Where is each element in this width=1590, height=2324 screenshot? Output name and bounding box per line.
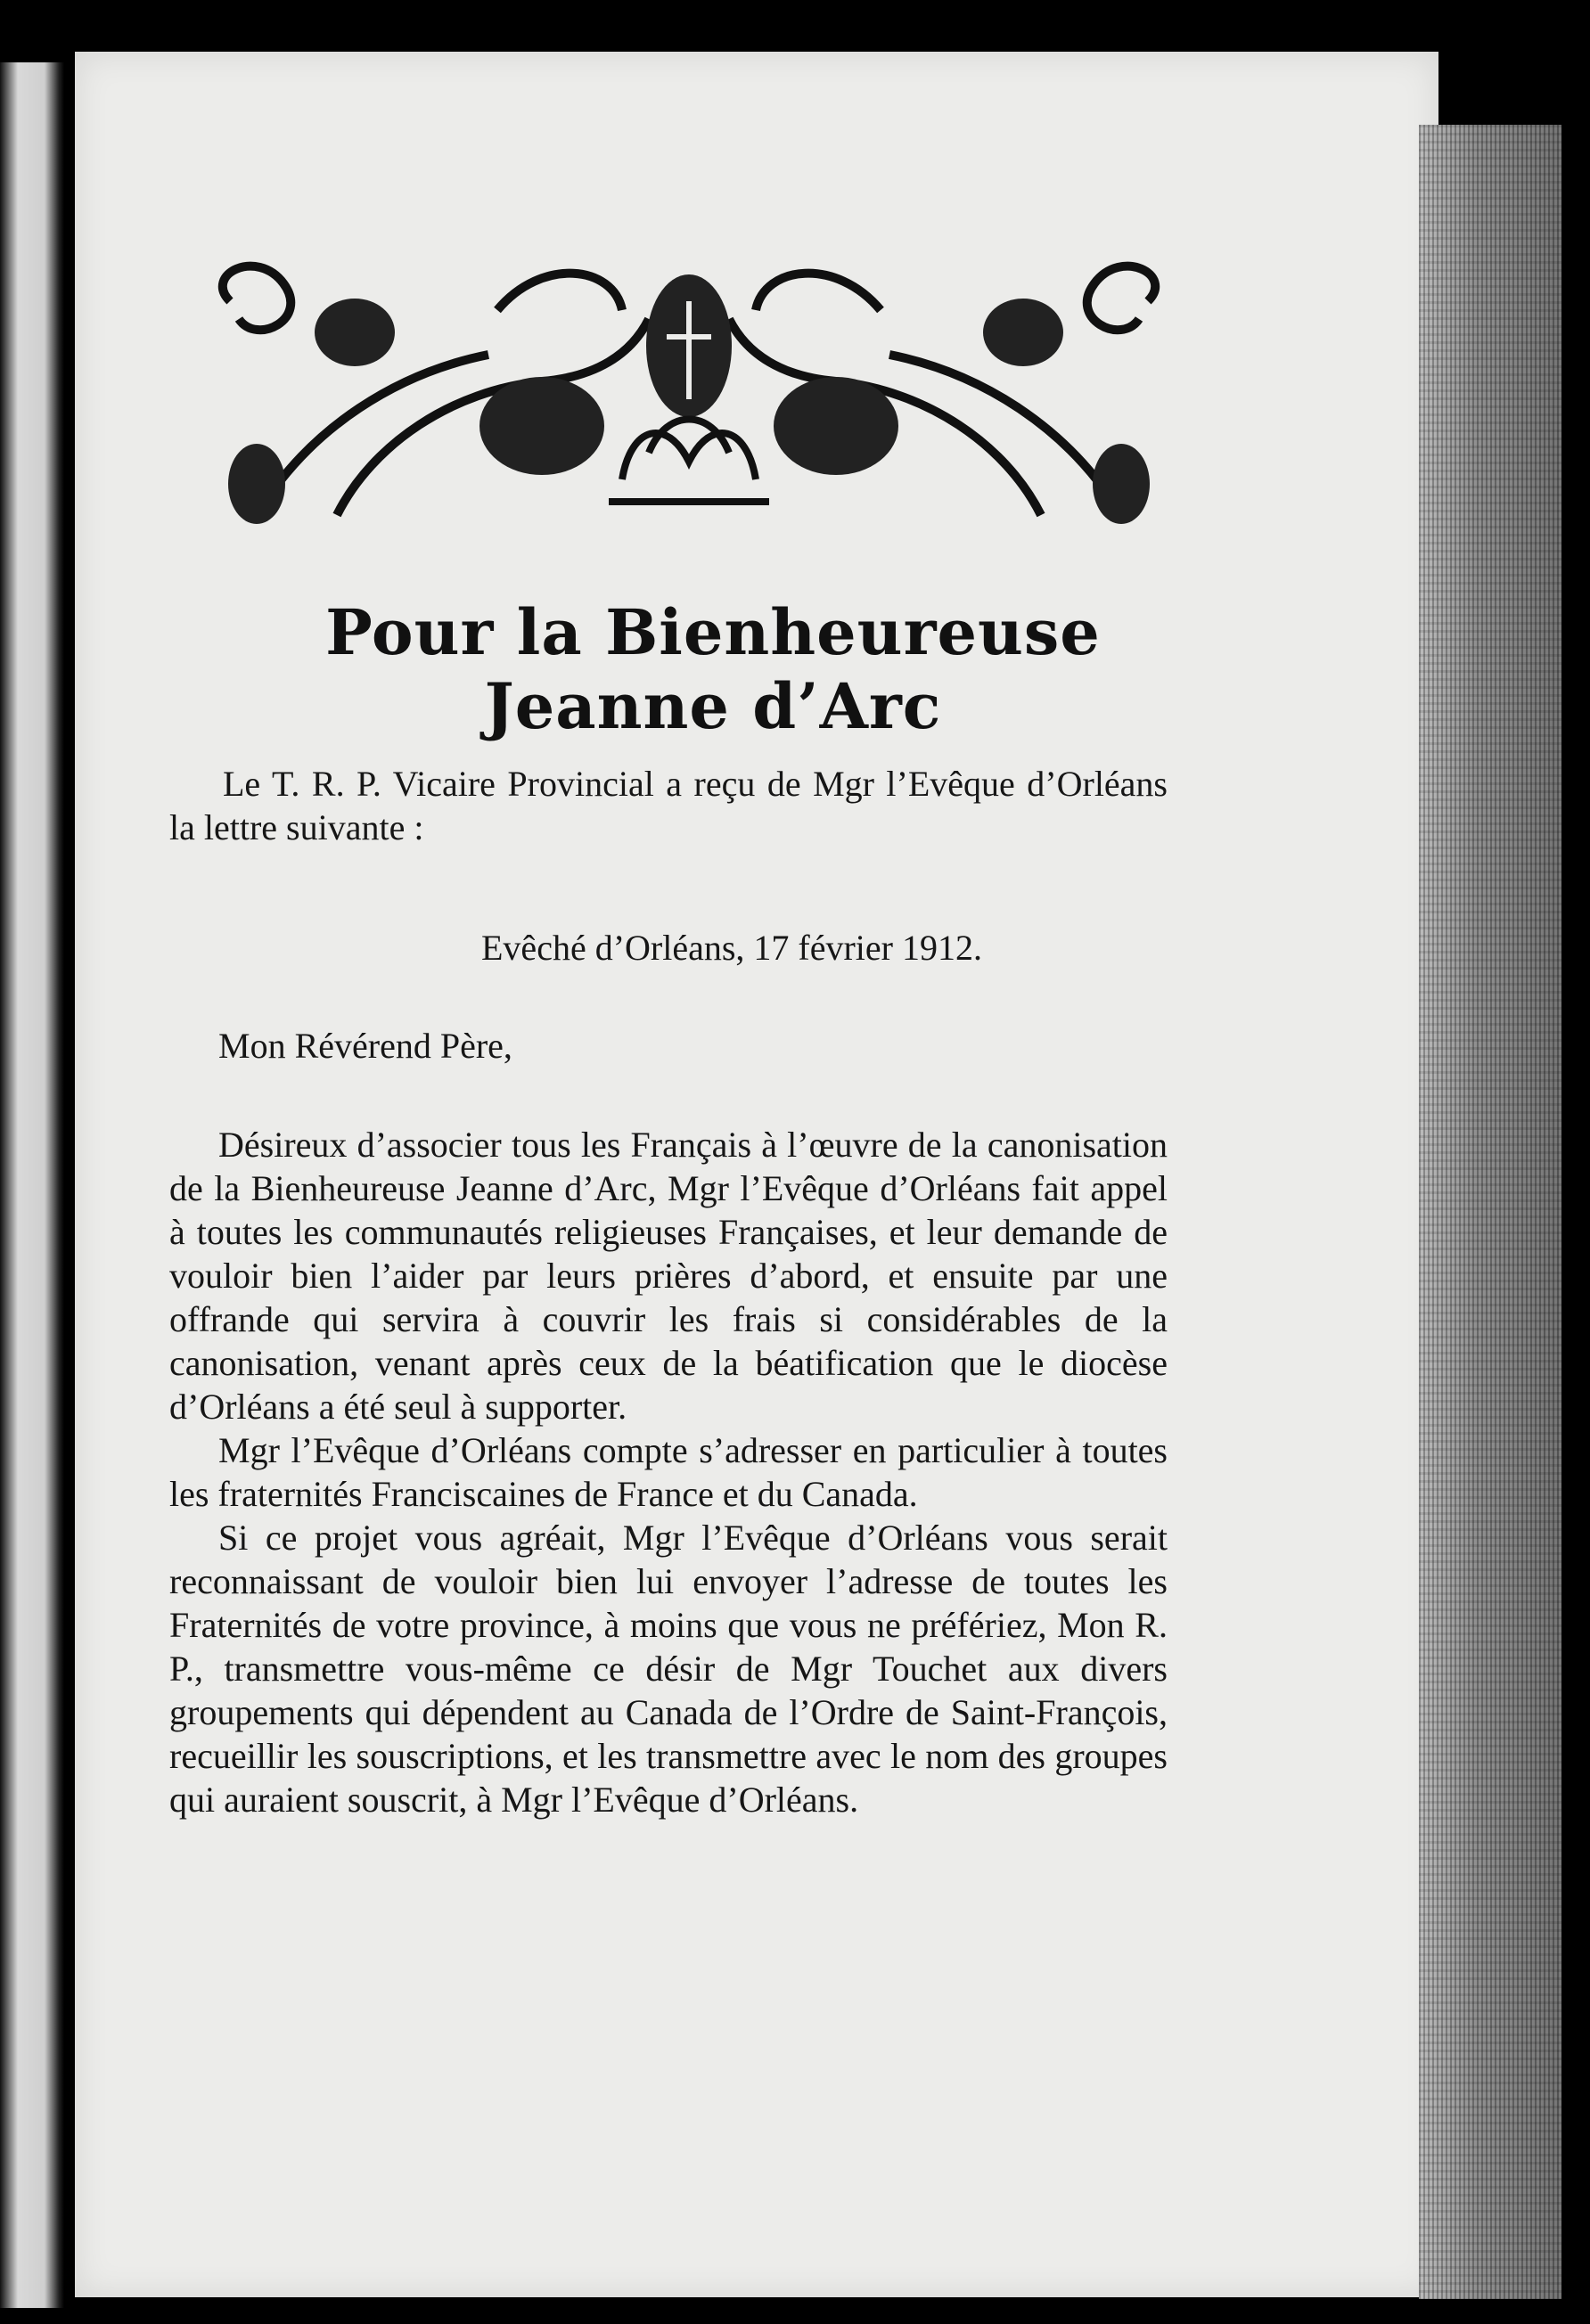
page-edges [1419,125,1561,2299]
letter-body [169,1123,1168,1821]
letter-salutation: Mon Révérend Père, [218,1026,512,1066]
body-paragraph: Mgr l’Evêque d’Orléans compte s’adresser en particulier à toutes les fraternités Franciscaines de France et du Canada. [169,1430,1168,1514]
adjacent-page-edge [0,62,64,2308]
body-paragraph: Désireux d’associer tous les Français à l’œuvre de la canonisation de la Bienheureuse Jeanne d’Arc, Mgr l’Evêque d’Orléans fait appel à toutes les communautés religieuses Françaises, et leur demande de vouloir bien l’aider par leurs prières d’abord, et ensuite par une offrande qui servira à couvrir les frais si considérables de la canonisation, venant après ceux de la béatification que le diocèse d’Orléans a été seul à supporter. [169,1125,1168,1427]
floral-ornament [203,248,1175,542]
body-paragraph: Si ce projet vous agréait, Mgr l’Evêque d’Orléans vous serait reconnaissant de vouloir bien lui envoyer l’adresse de toutes les Fraternités de votre province, à moins que vous ne préfériez, Mon R. P., transmettre vous-même ce désir de Mgr Touchet aux divers groupements qui dépendent au Canada de l’Ordre de Saint-François, recueillir les souscriptions, et les transmettre avec le nom des groupes qui auraient souscrit, à Mgr l’Evêque d’Orléans. [169,1518,1168,1820]
page-title: Pour la Bienheureuse Jeanne d’Arc [325,595,1101,743]
intro-text: Le T. R. P. Vicaire Provincial a reçu de Mgr l’Evêque d’Orléans la lettre suivante : [169,764,1168,847]
letter-dateline: Evêché d’Orléans, 17 février 1912. [481,928,982,968]
intro-paragraph [169,762,1168,849]
